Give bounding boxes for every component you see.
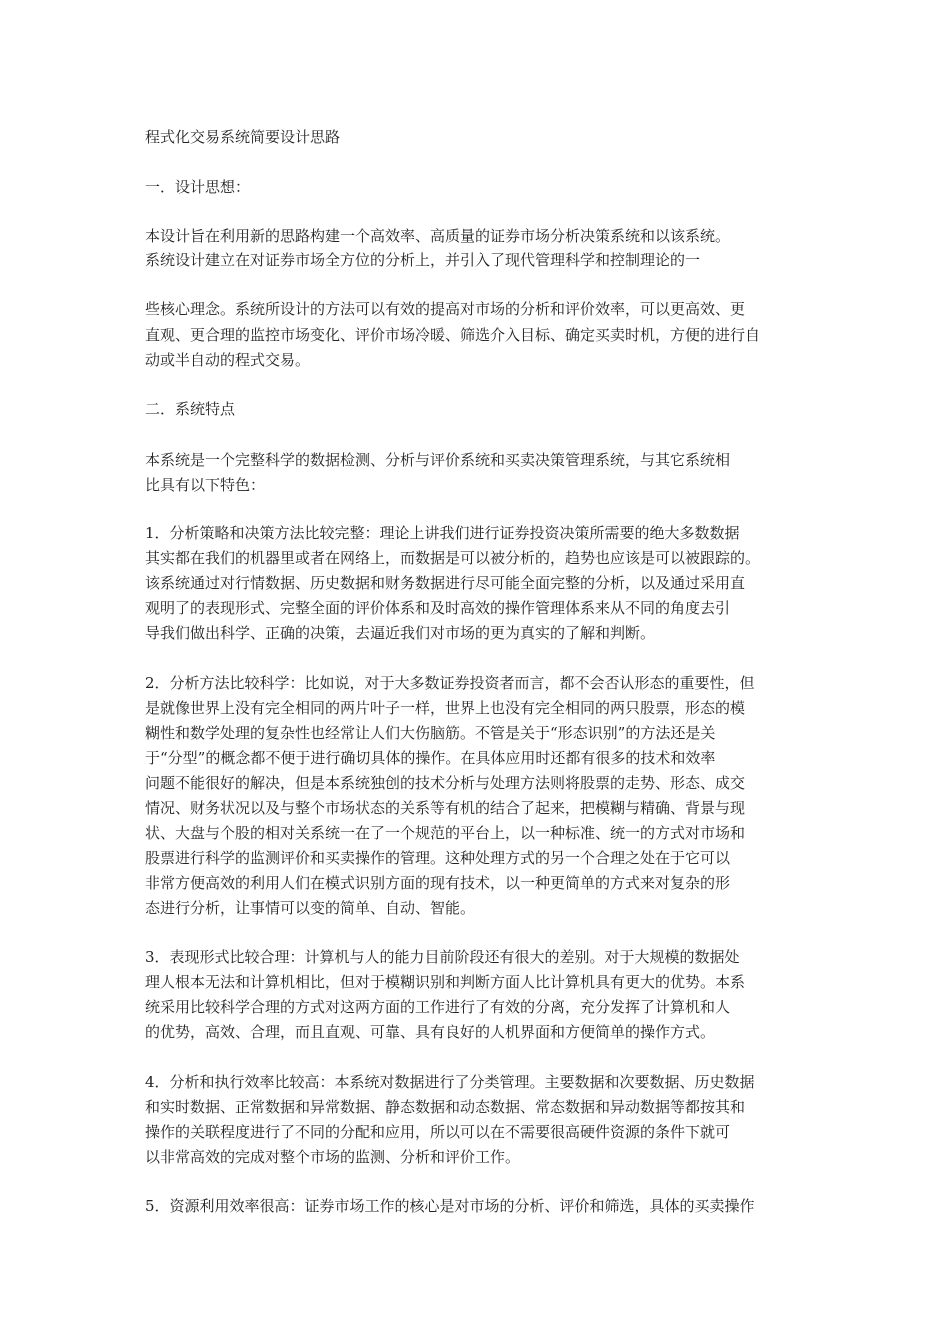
- paragraph-line: 系统设计建立在对证券市场全方位的分析上，并引入了现代管理科学和控制理论的一: [145, 251, 701, 269]
- paragraph-line: 本系统是一个完整科学的数据检测、分析与评价系统和买卖决策管理系统，与其它系统相: [145, 451, 731, 469]
- list-item-line: 其实都在我们的机器里或者在网络上，而数据是可以被分析的，趋势也应该是可以被跟踪的。: [145, 549, 761, 567]
- section-heading-system-features: 二．系统特点: [145, 400, 236, 418]
- list-item-line: 问题不能很好的解决，但是本系统独创的技术分析与处理方法则将股票的走势、形态、成交: [145, 774, 746, 792]
- section-heading-design-idea: 一．设计思想：: [145, 178, 251, 196]
- list-item-line: 1．分析策略和决策方法比较完整：理论上讲我们进行证券投资决策所需要的绝大多数数据: [145, 524, 740, 542]
- list-item-line: 状、大盘与个股的相对关系统一在了一个规范的平台上，以一种标准、统一的方式对市场和: [145, 824, 746, 842]
- paragraph-line: 动或半自动的程式交易。: [145, 351, 311, 369]
- list-item-line: 情况、财务状况以及与整个市场状态的关系等有机的结合了起来，把模糊与精确、背景与现: [145, 799, 746, 817]
- list-item-line: 以非常高效的完成对整个市场的监测、分析和评价工作。: [145, 1148, 521, 1166]
- list-item-line: 5．资源利用效率很高：证券市场工作的核心是对市场的分析、评价和筛选，具体的买卖操作: [145, 1197, 755, 1215]
- list-item-line: 于“分型”的概念都不便于进行确切具体的操作。在具体应用时还都有很多的技术和效率: [145, 749, 716, 767]
- list-item-line: 股票进行科学的监测评价和买卖操作的管理。这种处理方式的另一个合理之处在于它可以: [145, 849, 731, 867]
- paragraph-line: 直观、更合理的监控市场变化、评价市场冷暖、筛选介入目标、确定买卖时机，方便的进行自: [145, 326, 761, 344]
- list-item-line: 理人根本无法和计算机相比，但对于模糊识别和判断方面人比计算机具有更大的优势。本系: [145, 973, 746, 991]
- paragraph-line: 比具有以下特色：: [145, 476, 266, 494]
- list-item-line: 3．表现形式比较合理：计算机与人的能力目前阶段还有很大的差别。对于大规模的数据处: [145, 948, 740, 966]
- paragraph-line: 些核心理念。系统所设计的方法可以有效的提高对市场的分析和评价效率，可以更高效、更: [145, 300, 746, 318]
- list-item-line: 导我们做出科学、正确的决策，去逼近我们对市场的更为真实的了解和判断。: [145, 624, 656, 642]
- list-item-line: 态进行分析，让事情可以变的简单、自动、智能。: [145, 899, 476, 917]
- list-item-line: 的优势，高效、合理，而且直观、可靠、具有良好的人机界面和方便简单的操作方式。: [145, 1023, 716, 1041]
- list-item-line: 该系统通过对行情数据、历史数据和财务数据进行尽可能全面完整的分析，以及通过采用直: [145, 574, 746, 592]
- list-item-line: 2．分析方法比较科学：比如说，对于大多数证券投资者而言，都不会否认形态的重要性，但: [145, 674, 755, 692]
- list-item-line: 和实时数据、正常数据和异常数据、静态数据和动态数据、常态数据和异动数据等都按其和: [145, 1098, 746, 1116]
- paragraph-line: 本设计旨在利用新的思路构建一个高效率、高质量的证券市场分析决策系统和以该系统。: [145, 227, 731, 245]
- list-item-line: 非常方便高效的利用人们在模式识别方面的现有技术，以一种更简单的方式来对复杂的形: [145, 874, 731, 892]
- list-item-line: 4．分析和执行效率比较高：本系统对数据进行了分类管理。主要数据和次要数据、历史数据: [145, 1073, 755, 1091]
- list-item-line: 操作的关联程度进行了不同的分配和应用，所以可以在不需要很高硬件资源的条件下就可: [145, 1123, 731, 1141]
- document-title: 程式化交易系统简要设计思路: [145, 128, 341, 146]
- list-item-line: 统采用比较科学合理的方式对这两方面的工作进行了有效的分离，充分发挥了计算机和人: [145, 998, 731, 1016]
- list-item-line: 糊性和数学处理的复杂性也经常让人们大伤脑筋。不管是关于“形态识别”的方法还是关: [145, 724, 716, 742]
- list-item-line: 是就像世界上没有完全相同的两片叶子一样，世界上也没有完全相同的两只股票，形态的模: [145, 699, 746, 717]
- list-item-line: 观明了的表现形式、完整全面的评价体系和及时高效的操作管理体系来从不同的角度去引: [145, 599, 731, 617]
